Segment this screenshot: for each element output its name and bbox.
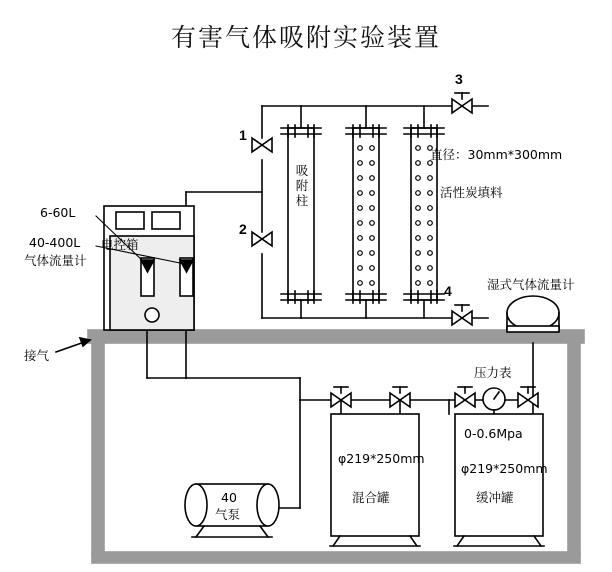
adsorption-column-2: [346, 106, 386, 318]
adsorption-column-3: [404, 106, 444, 318]
label-control-box: 电控箱: [101, 237, 139, 252]
label-pump-number: 40: [221, 490, 237, 505]
valve-4: [452, 305, 472, 325]
valve-buffer-left: [455, 387, 475, 407]
gas-inlet-arrow: [56, 338, 90, 352]
label-pressure-gauge: 压力表: [474, 365, 512, 380]
valve-buffer-right: [518, 387, 538, 407]
label-mix-tank-size: φ219*250mm: [338, 451, 425, 466]
mixing-tank: [330, 414, 420, 546]
pressure-gauge: [483, 388, 505, 414]
flowmeter-6-60: [141, 258, 154, 296]
label-carbon-packing: 活性炭填料: [440, 185, 503, 200]
label-flow-6-60: 6-60L: [40, 205, 76, 220]
label-gas-flowmeter: 气体流量计: [24, 253, 87, 268]
label-gas-inlet: 接气: [24, 348, 50, 363]
label-flow-40-400: 40-400L: [29, 235, 81, 250]
valve-1: [252, 138, 272, 152]
label-pressure-range: 0-0.6Mpa: [464, 426, 523, 441]
wet-gas-flowmeter: [507, 296, 559, 332]
label-pump: 气泵: [215, 507, 241, 522]
label-valve-2: 2: [239, 221, 247, 237]
label-valve-4: 4: [444, 283, 452, 299]
label-diameter: 直径：30mm*300mm: [430, 147, 563, 162]
label-wet-gas-flowmeter: 湿式气体流量计: [487, 277, 575, 292]
label-valve-3: 3: [455, 71, 463, 87]
label-adsorption-column: 吸附柱: [295, 163, 309, 208]
label-buffer-tank: 缓冲罐: [476, 490, 514, 505]
page-title: 有害气体吸附实验装置: [170, 23, 441, 52]
adsorption-column-1: [281, 106, 321, 318]
valve-3: [452, 93, 472, 113]
valve-2: [252, 232, 272, 246]
label-mix-tank: 混合罐: [352, 490, 390, 505]
label-valve-1: 1: [239, 127, 247, 143]
label-buffer-tank-size: φ219*250mm: [461, 461, 548, 476]
